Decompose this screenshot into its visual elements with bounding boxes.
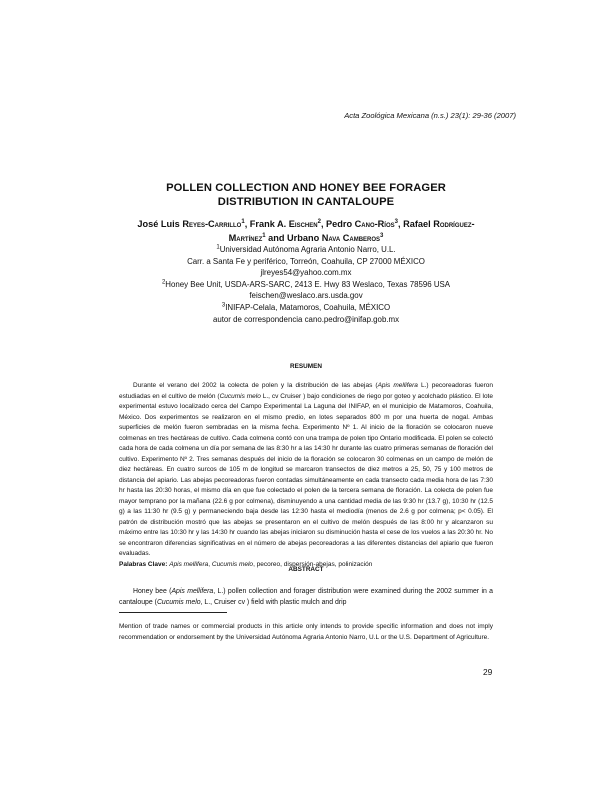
author-2-first: , Frank A. xyxy=(244,219,289,229)
author-3-last: Cano-Ríos xyxy=(354,219,395,229)
author-5-last: Nava Camberos xyxy=(321,232,381,243)
author-4-last-a: Rodríguez- xyxy=(433,219,475,229)
author-3-sup: 3 xyxy=(394,218,398,225)
keywords-label: Palabras Clave: xyxy=(119,560,170,568)
affiliation-3-text: INIFAP-Celala, Matamoros, Coahuila, MÉXICO xyxy=(225,302,391,312)
affiliation-2-sup: 2 xyxy=(161,279,166,286)
resumen-body xyxy=(119,381,493,570)
abstract-species-apis: Apis mellifera xyxy=(171,588,214,595)
affiliations xyxy=(112,244,500,325)
affiliation-3 xyxy=(112,302,500,314)
resumen-species-cucumis: Cucumis melo xyxy=(219,392,261,400)
affiliation-1-email: jlreyes54@yahoo.com.mx xyxy=(260,268,352,278)
affiliation-2-text: Honey Bee Unit, USDA-ARS-SARC, 2413 E. Hwy 83 Weslaco, Texas 78596 USA xyxy=(165,279,451,289)
affiliation-1-address: Carr. a Santa Fe y periférico, Torreón, Coahuila, CP 27000 MÉXICO xyxy=(187,256,425,266)
keyword-sep: , xyxy=(208,560,212,568)
resumen-paragraph xyxy=(119,381,493,560)
page-number: 29 xyxy=(483,667,493,677)
author-4-first: , Rafael xyxy=(397,219,434,229)
corresponding-author: autor de correspondencia cano.pedro@inifap.gob.mx xyxy=(212,314,400,324)
affiliation-1-sup: 1 xyxy=(216,244,220,251)
affiliation-2 xyxy=(112,279,500,291)
resumen-text-c: L., cv Cruiser ) bajo condiciones de riego por goteo y acolchado plástico. El lote experimental estuvo localizado cerca del Campo Experimental La Laguna del INIFAP, en el municipio de Matamoros, Coahuila, México. Dos experimentos se realizaron en el mismo predio, en lotes separados 800 m por una huerta de nogal. Ambas superficies de melón fueron sembradas en la misma fecha. Experimento Nº 1. Al inicio de la floración se colocaron nueve colmenas en tres hectáreas de cultivo. Cada colmena contó con una trampa de polen tipo Ontario modificada. El polen se colectó cada hora de cada colmena un día por semana de las 8:30 hr a las 14:30 hr durante las cuatro primeras semanas de floración del cultivo. Experimento Nº 2. Tres semanas después del inicio de la floración se colocaron 30 colmenas en un campo de melón de diez hectáreas. En cuatro surcos de 105 m de longitud se marcaron transectos de diez metros a 25, 50, 75 y 100 metros de distancia del apiario. Las abejas pecoreadoras fueron contadas simultáneamente en cada transecto cada media hora de las 7:30 hr hasta las 20:30 horas, el mismo día en que fue colectado el polen de la tercera semana de floración. La colecta de polen fue mayor temprano por la mañana (22.6 g por colmena), disminuyendo a una cantidad media de las 9:30 hr (13.7 g), 10:30 hr (12.5 g) a las 11:30 hr (9.5 g) y permaneciendo baja desde las 12:30 hasta el mediodía (menos de 2.6 g por colmena; p< 0.05). El patrón de distribución mostró que las abejas se presentaron en el cultivo de melón después de las 8:00 hr y alcanzaron su máximo entre las 10:30 hr y las 14:30 hr cuando las abejas iniciaron su disminución hasta el cese de los vuelos a las 20:30 hr. No se encontraron diferencias significativas en el número de abejas pecoreadoras a las diferentes distancias del apiario que fueron evaluadas. xyxy=(119,392,493,557)
affiliation-3-sup: 3 xyxy=(221,302,226,309)
abstract-species-cucumis: Cucumis melo xyxy=(156,599,201,607)
abstract-text-c: , L., Cruiser cv ) field with plastic mulch and drip xyxy=(200,599,347,607)
author-5-sup: 3 xyxy=(380,232,384,239)
author-4-last-b: Martínez xyxy=(228,232,263,243)
author-2-last: Eischen xyxy=(288,219,318,229)
affiliation-1 xyxy=(112,244,500,256)
author-3-first: , Pedro xyxy=(320,219,355,229)
keyword-apis: Apis mellifera xyxy=(169,560,209,568)
author-list xyxy=(112,218,500,245)
author-2-sup: 2 xyxy=(317,218,321,225)
author-4-sup: 1 xyxy=(262,232,266,239)
paper-title xyxy=(100,181,512,209)
journal-citation: Acta Zoológica Mexicana (n.s.) 23(1): 29-36 (2007) xyxy=(344,111,516,120)
keyword-cucumis: Cucumis melo xyxy=(211,560,254,568)
affiliation-2-email: feischen@weslaco.ars.usda.gov xyxy=(249,291,363,301)
author-1-sup: 1 xyxy=(241,218,245,225)
resumen-species-apis: Apis mellifera xyxy=(377,382,418,389)
abstract-text-a: Honey bee ( xyxy=(133,588,172,595)
title-line-1: POLLEN COLLECTION AND HONEY BEE FORAGER xyxy=(166,182,446,194)
resumen-text-b: L.) pecoreadoras fueron estudiadas en el cultivo de melón ( xyxy=(119,382,493,400)
footnote-divider xyxy=(119,612,227,613)
resumen-text-a: Durante el verano del 2002 la colecta de polen y la distribución de las abejas ( xyxy=(133,382,378,389)
abstract-text-b: , L.) pollen collection and forager distribution were examined during the 2002 summer in a cantaloupe ( xyxy=(119,588,493,607)
affiliation-1-text: Universidad Autónoma Agraria Antonio Narro, U.L. xyxy=(219,245,396,254)
title-line-2: DISTRIBUTION IN CANTALOUPE xyxy=(217,196,395,208)
abstract-paragraph xyxy=(119,586,493,609)
abstract-body xyxy=(119,586,493,609)
author-1-last: Reyes-Carrillo xyxy=(182,219,242,229)
resumen-heading: RESUMEN xyxy=(290,363,322,370)
author-and: and Urbano xyxy=(265,232,322,243)
author-1-first: José Luis xyxy=(137,219,183,229)
keyword-rest: , pecoreo, dispersión-abejas, polinización xyxy=(253,560,373,568)
footnote: Mention of trade names or commercial products in this article only intends to provide specific information and does not imply recommendation or endorsement by the Universidad Autónoma Agraria Antonio Narro, U.L or the U.S. Department of Agriculture. xyxy=(119,623,493,641)
abstract-heading: ABSTRACT xyxy=(288,566,324,573)
